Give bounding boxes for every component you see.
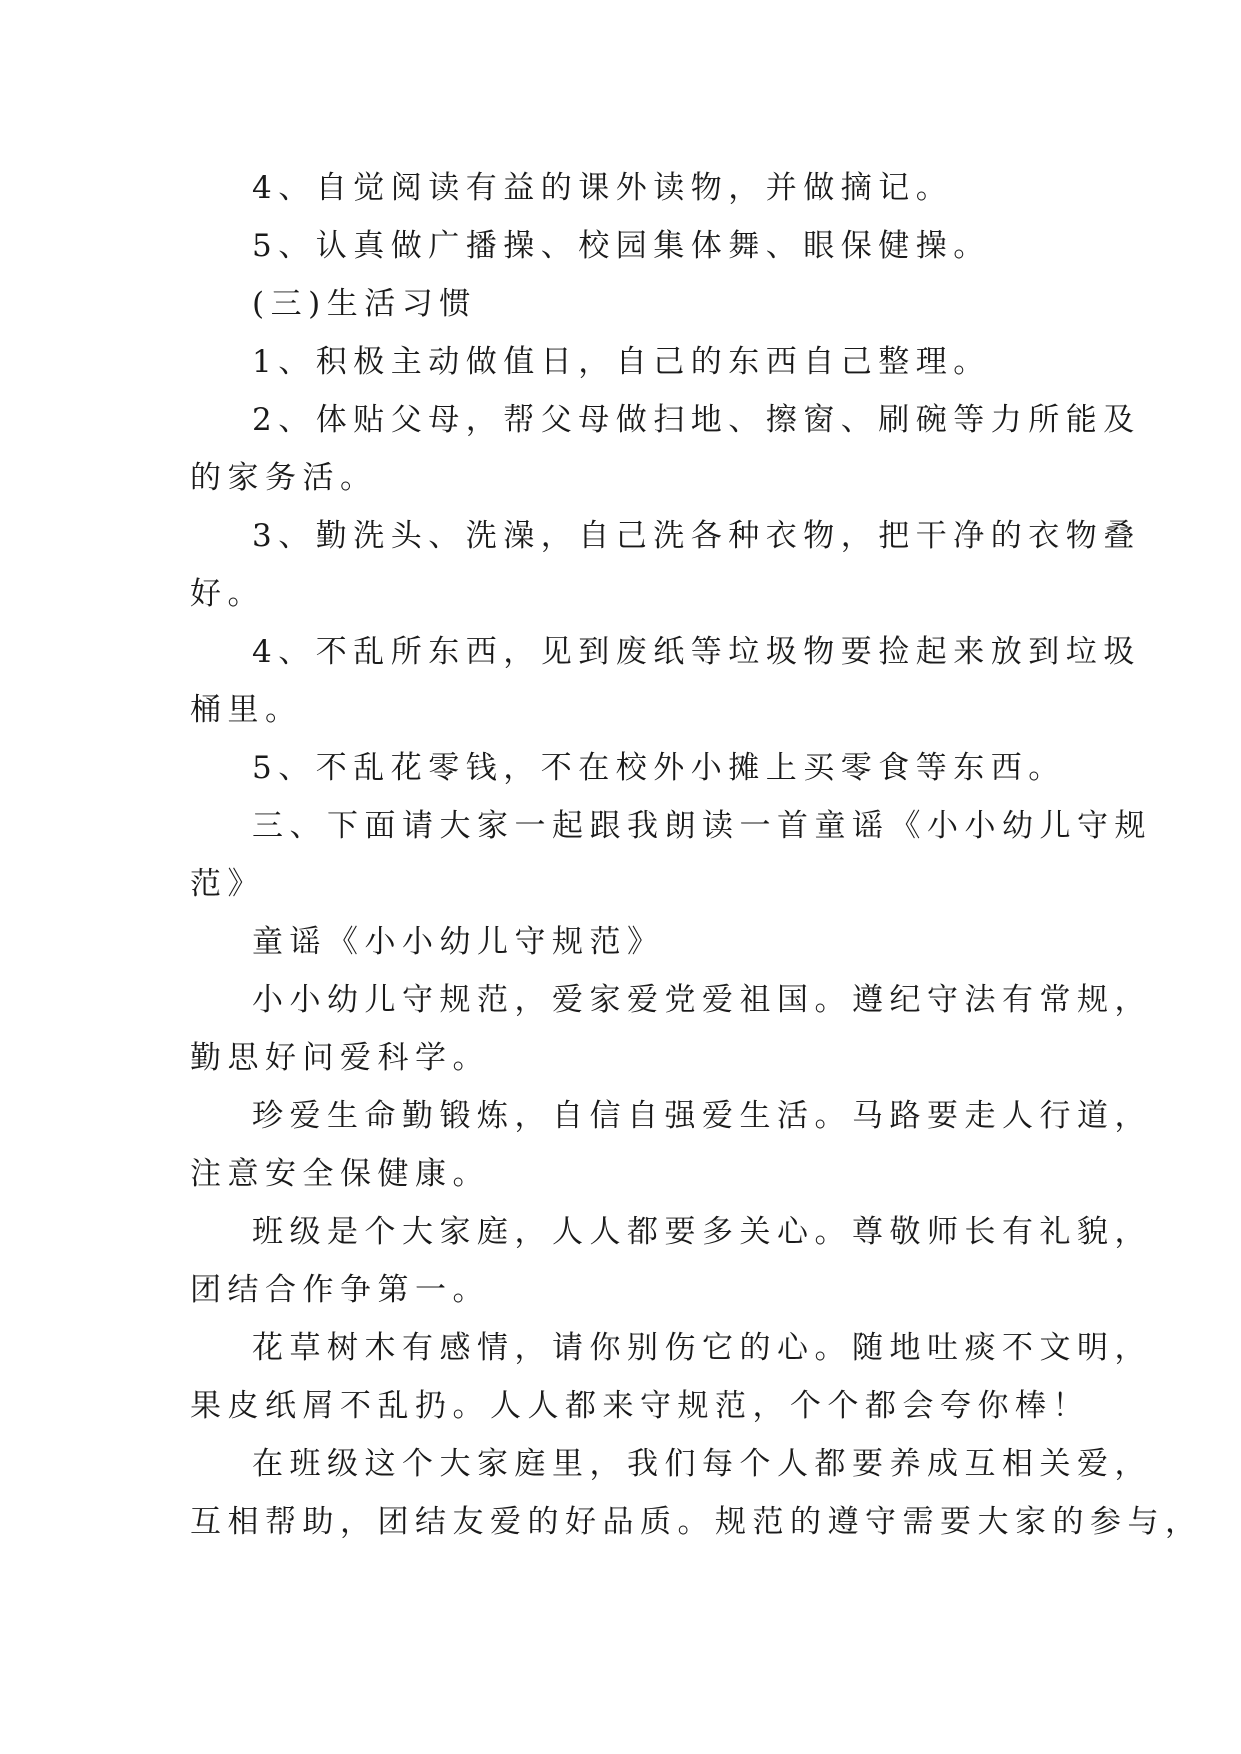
text-line: 5、不乱花零钱，不在校外小摊上买零食等东西。 (252, 750, 1066, 786)
text-line: 5、认真做广播操、校园集体舞、眼保健操。 (252, 228, 991, 264)
text-line: 小小幼儿守规范，爱家爱党爱祖国。遵纪守法有常规， (252, 982, 1152, 1018)
text-line: 范》 (190, 866, 265, 902)
section-heading: (三)生活习惯 (252, 286, 477, 322)
text-line: 4、自觉阅读有益的课外读物，并做摘记。 (252, 170, 954, 206)
text-line: 2、体贴父母，帮父母做扫地、擦窗、刷碗等力所能及 (252, 402, 1141, 438)
text-line: 互相帮助，团结友爱的好品质。规范的遵守需要大家的参与， (190, 1504, 1203, 1540)
text-line: 注意安全保健康。 (190, 1156, 490, 1192)
text-line: 桶里。 (190, 692, 303, 728)
poem-title: 童谣《小小幼儿守规范》 (252, 924, 665, 960)
text-line: 好。 (190, 576, 265, 612)
text-line: 班级是个大家庭，人人都要多关心。尊敬师长有礼貌， (252, 1214, 1152, 1250)
text-line: 4、不乱所东西，见到废纸等垃圾物要捡起来放到垃圾 (252, 634, 1141, 670)
text-line: 3、勤洗头、洗澡，自己洗各种衣物，把干净的衣物叠 (252, 518, 1141, 554)
text-line: 三、下面请大家一起跟我朗读一首童谣《小小幼儿守规 (252, 808, 1152, 844)
text-line: 花草树木有感情，请你别伤它的心。随地吐痰不文明， (252, 1330, 1152, 1366)
text-line: 珍爱生命勤锻炼，自信自强爱生活。马路要走人行道， (252, 1098, 1152, 1134)
text-line: 团结合作争第一。 (190, 1272, 490, 1308)
text-line: 果皮纸屑不乱扔。人人都来守规范，个个都会夸你棒！ (190, 1388, 1090, 1424)
text-line: 在班级这个大家庭里，我们每个人都要养成互相关爱， (252, 1446, 1152, 1482)
text-line: 勤思好问爱科学。 (190, 1040, 490, 1076)
text-line: 的家务活。 (190, 460, 378, 496)
text-line: 1、积极主动做值日，自己的东西自己整理。 (252, 344, 991, 380)
